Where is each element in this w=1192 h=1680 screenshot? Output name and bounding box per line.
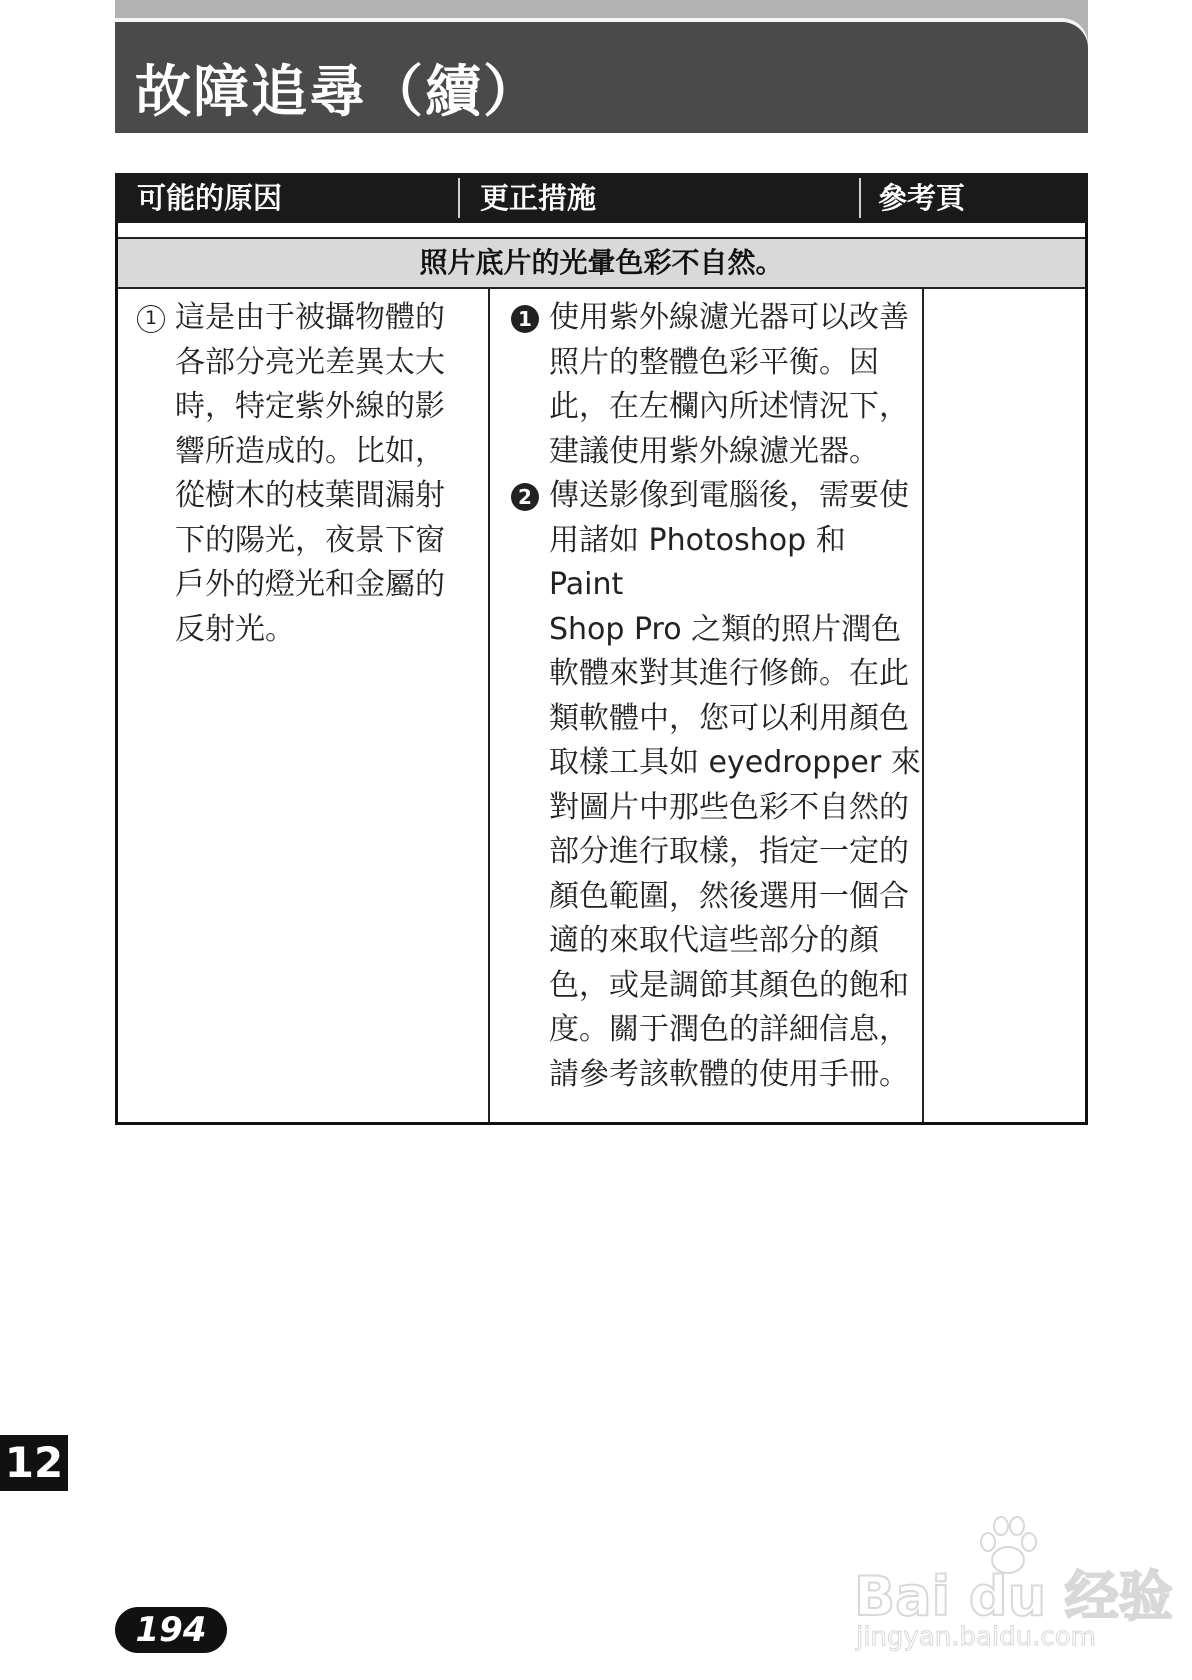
watermark-brand: Bai du 经验 — [854, 1565, 1173, 1628]
cause-item — [137, 296, 477, 652]
header-title-bar — [115, 18, 1088, 133]
remedy-line: 請參考該軟體的使用手冊。 — [549, 1056, 909, 1092]
cause-line: 各部分亮光差異太大 — [175, 344, 445, 380]
remedy-line: 建議使用紫外線濾光器。 — [549, 433, 879, 469]
column-header-remedy: 更正措施 — [480, 181, 597, 215]
circled-number-1-icon: 1 — [137, 305, 165, 333]
remedy-line: 照片的整體色彩平衡。因 — [549, 344, 879, 380]
watermark — [850, 1512, 1173, 1662]
column-separator — [458, 178, 460, 218]
remedy-line: Shop Pro 之類的照片潤色 — [549, 611, 902, 647]
watermark-url: jingyan.baidu.com — [856, 1622, 1096, 1652]
cause-line: 響所造成的。比如， — [175, 433, 445, 469]
cause-cell — [137, 296, 477, 652]
remedy-cell — [511, 296, 921, 1097]
cause-line: 從樹木的枝葉間漏射 — [175, 478, 445, 513]
filled-number-2-icon: 2 — [511, 483, 539, 511]
column-divider — [922, 289, 924, 1122]
remedy-line: 度。關于潤色的詳細信息， — [549, 1012, 909, 1047]
cause-line: 時，特定紫外線的影 — [175, 389, 445, 424]
remedy-line: 類軟體中，您可以利用顏色 — [549, 700, 909, 736]
cause-line: 下的陽光，夜景下窗 — [175, 522, 445, 558]
cause-line: 反射光。 — [175, 611, 295, 647]
column-header-cause: 可能的原因 — [137, 181, 283, 215]
column-separator — [859, 178, 861, 218]
remedy-line: 顏色範圍，然後選用一個合 — [549, 878, 909, 914]
column-header-reference: 參考頁 — [878, 181, 966, 215]
chapter-tab: 12 — [0, 1435, 68, 1491]
remedy-line: 用諸如 Photoshop 和 Paint — [549, 522, 846, 602]
cause-line: 戶外的燈光和金屬的 — [175, 567, 445, 602]
remedy-line: 適的來取代這些部分的顏 — [549, 923, 879, 958]
remedy-item-1 — [511, 296, 921, 474]
remedy-line: 軟體來對其進行修飾。在此 — [549, 656, 909, 691]
column-divider — [488, 289, 490, 1122]
troubleshooting-table — [115, 173, 1088, 1125]
remedy-line: 對圖片中那些色彩不自然的 — [549, 789, 909, 825]
cause-line: 這是由于被攝物體的 — [175, 300, 445, 335]
filled-number-1-icon: 1 — [511, 305, 539, 333]
page-number: 194 — [115, 1607, 227, 1653]
remedy-line: 部分進行取樣，指定一定的 — [549, 834, 909, 869]
remedy-line: 傳送影像到電腦後，需要使 — [549, 478, 909, 513]
page-title: 故障追尋（續） — [135, 60, 541, 125]
table-header-row — [115, 173, 1088, 223]
section-title: 照片底片的光暈色彩不自然。 — [118, 239, 1085, 289]
remedy-line: 此，在左欄內所述情況下， — [549, 389, 909, 424]
remedy-line: 取樣工具如 eyedropper 來 — [549, 745, 921, 780]
remedy-item-2 — [511, 474, 921, 1097]
remedy-line: 使用紫外線濾光器可以改善 — [549, 300, 909, 335]
remedy-line: 色，或是調節其顏色的飽和 — [549, 967, 909, 1003]
